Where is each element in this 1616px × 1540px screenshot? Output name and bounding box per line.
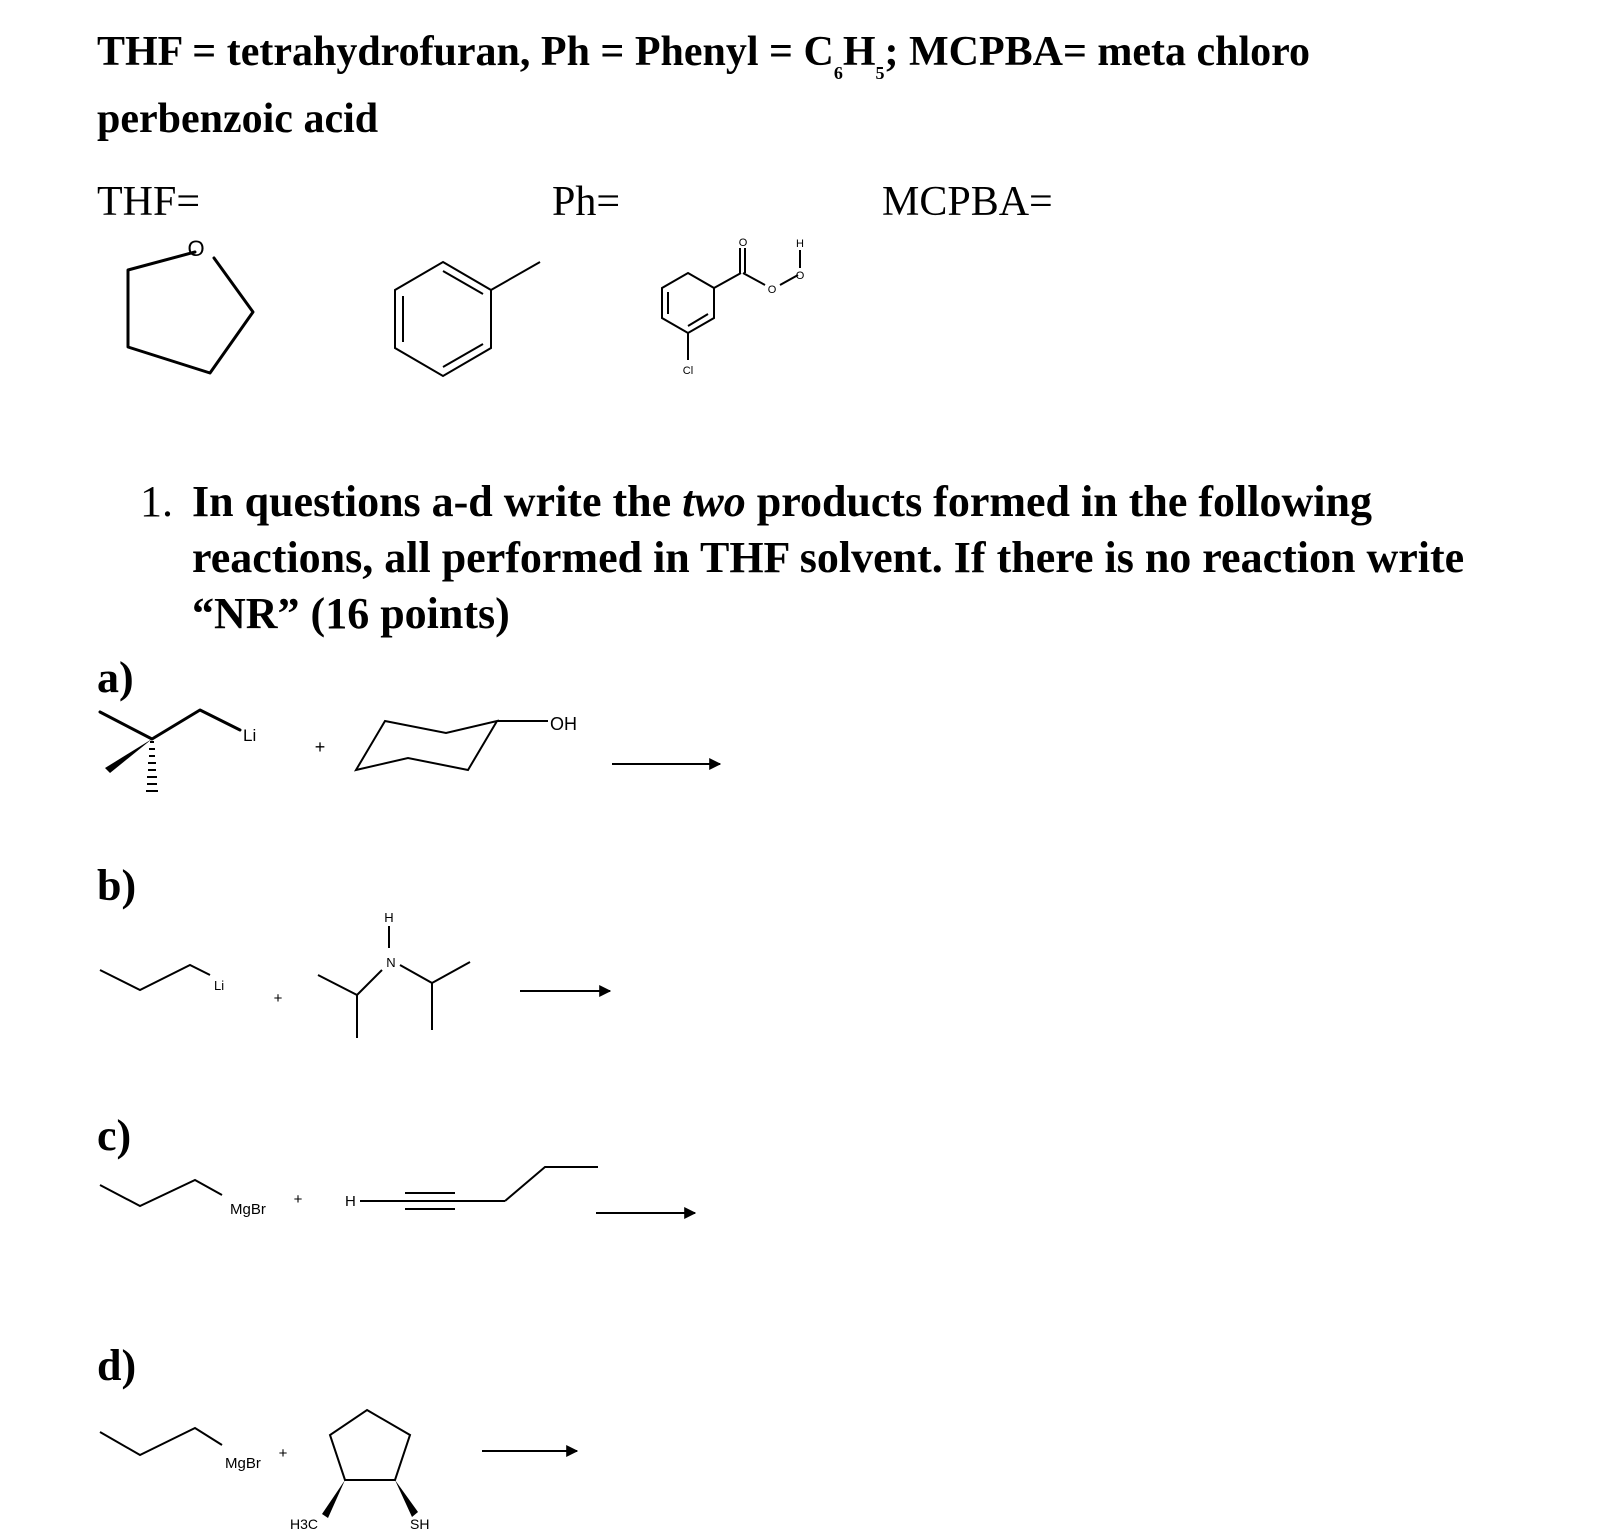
c-plus: + — [293, 1191, 303, 1208]
reaction-d — [100, 1410, 577, 1532]
d-thiol: SH — [410, 1516, 430, 1532]
mcpba-label: MCPBA= — [882, 179, 1053, 225]
phenyl-structure — [395, 262, 540, 376]
subscript-5: 5 — [875, 63, 885, 83]
question-number: 1. — [140, 477, 173, 526]
b-amine-n: N — [386, 955, 396, 970]
reaction-c — [100, 1167, 695, 1218]
part-a-label: a) — [97, 653, 134, 702]
b-lithium: Li — [214, 978, 225, 993]
mcpba-hydroxyl-o: O — [795, 270, 805, 282]
part-b-label: b) — [97, 861, 137, 910]
d-methyl: H3C — [290, 1516, 319, 1532]
mcpba-ester-o: O — [767, 284, 777, 296]
reaction-b — [100, 910, 610, 1038]
mcpba-cl: Cl — [682, 365, 694, 377]
c-hydrogen: H — [345, 1193, 356, 1210]
heading-h: H — [842, 29, 876, 75]
a-hydroxyl: OH — [550, 714, 577, 734]
thf-label: THF= — [97, 179, 201, 225]
hashed-wedge-a — [146, 742, 158, 791]
b-plus: + — [273, 990, 283, 1007]
mcpba-structure — [662, 237, 805, 377]
subscript-6: 6 — [833, 63, 843, 83]
part-c-label: c) — [97, 1111, 132, 1160]
d-mgbr: MgBr — [225, 1455, 261, 1472]
thf-structure — [128, 236, 253, 373]
d-plus: + — [278, 1445, 288, 1462]
a-plus: + — [314, 737, 326, 757]
b-amine-h: H — [384, 910, 394, 925]
mcpba-carbonyl-o: O — [738, 237, 748, 249]
a-lithium: Li — [243, 726, 257, 745]
question-text-start: In questions a-d write the — [192, 477, 683, 526]
reaction-a — [100, 710, 720, 791]
heading-line2: perbenzoic acid — [97, 96, 379, 142]
part-d-label: d) — [97, 1341, 137, 1390]
thf-oxygen: O — [187, 236, 205, 261]
heading-line1-start: THF = tetrahydrofuran, Ph = Phenyl = C — [97, 29, 834, 75]
question-emphasis: two — [682, 477, 746, 526]
c-mgbr: MgBr — [230, 1201, 266, 1218]
heading-line1-end: ; MCPBA= meta chloro — [884, 29, 1311, 75]
mcpba-h: H — [796, 238, 804, 250]
question-text-end: products formed in the following reactions, all performed in THF solvent. If there is no reaction write “NR” (16 points) — [192, 477, 1465, 638]
ph-label: Ph= — [552, 179, 621, 225]
